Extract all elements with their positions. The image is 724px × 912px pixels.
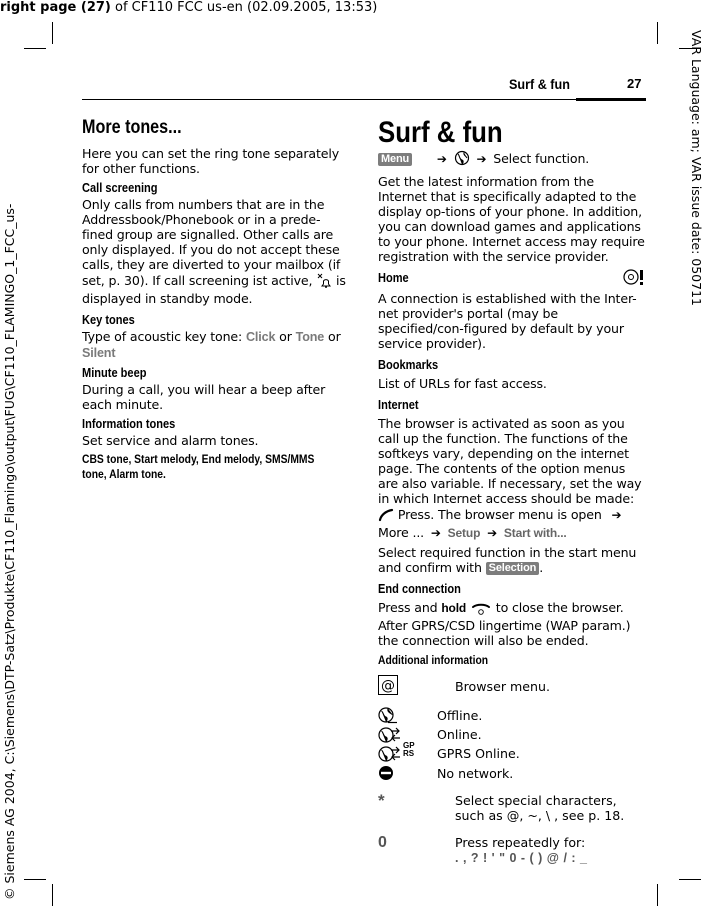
menu-softkey: Menu — [378, 153, 412, 166]
no-network-icon — [378, 764, 396, 785]
arrow-icon: ➔ — [436, 152, 447, 166]
globe-icon — [454, 150, 470, 169]
internet-steps — [378, 507, 646, 541]
no-network-text: No network. — [437, 766, 514, 781]
info-row-gprs-online — [378, 741, 646, 764]
gprs-label-bottom: RS — [403, 749, 415, 758]
info-row-star — [378, 793, 646, 835]
gprs-online-text: GPRS Online. — [437, 746, 520, 761]
option-click: Click — [245, 330, 276, 344]
offline-text: Offline. — [437, 708, 483, 723]
heading-bookmarks: Bookmarks — [378, 357, 439, 372]
heading-internet: Internet — [378, 397, 419, 412]
heading-information-tones: Information tones — [82, 416, 176, 431]
online-globe-icon — [378, 726, 402, 747]
browser-menu-text: Browser menu. — [455, 679, 551, 694]
page-number: 27 — [627, 76, 642, 91]
heading-key-tones: Key tones — [82, 312, 135, 327]
hold-emphasis: hold — [441, 601, 467, 615]
heading-minute-beep: Minute beep — [82, 365, 147, 380]
arrow-icon: ➔ — [430, 526, 441, 540]
online-text: Online. — [437, 727, 482, 742]
print-header-rest: of CF110 FCC us-en (02.09.2005, 13:53) — [110, 0, 378, 15]
side-language-info: VAR Language: am; VAR issue date: 050711 — [689, 30, 704, 306]
setup-label: Setup — [447, 526, 481, 540]
key-tones-or: or — [324, 329, 341, 344]
arrow-icon: ➔ — [487, 526, 498, 540]
option-tone: Tone — [295, 330, 325, 344]
surf-intro: Get the latest information from the Internet that is specifically adapted to the display op-tions of your phone. In addition, you can download games and applications to your phone. Internet access may require registration with the service provider. — [378, 174, 645, 264]
information-tones-text: Set service and alarm tones. — [82, 433, 259, 448]
bookmarks-text: List of URLs for fast access. — [378, 376, 547, 391]
crop-mark — [52, 22, 53, 44]
zero-text — [455, 835, 645, 866]
print-header — [0, 0, 377, 15]
call-screening-icon — [316, 272, 332, 291]
select-text-body: Select required function in the start menu and confirm with — [378, 545, 637, 575]
more-tones-intro: Here you can set the ring tone separately for other functions. — [82, 146, 339, 176]
heading-call-screening: Call screening — [82, 180, 158, 195]
zero-text-lead: Press repeatedly for: — [455, 835, 586, 850]
start-with-label: Start with... — [503, 526, 567, 540]
arrow-icon: ➔ — [611, 508, 622, 522]
more-text: More ... — [378, 525, 425, 540]
print-header-bold: right page (27) — [0, 0, 111, 15]
minute-beep-text: During a call, you will hear a beep after each minute. — [82, 382, 326, 412]
crop-mark — [679, 879, 701, 880]
select-text-period: . — [539, 560, 544, 575]
call-key-icon — [378, 508, 394, 525]
heading-end-connection: End connection — [378, 581, 461, 596]
star-key: * — [378, 791, 385, 810]
home-key-icon — [622, 268, 646, 291]
select-text — [378, 545, 646, 575]
heading-home: Home — [378, 270, 409, 285]
header-rule-accent — [576, 98, 646, 101]
svg-text:@: @ — [381, 678, 395, 694]
home-text: A connection is established with the Inter-net provider's portal (may be specified/con-figured by default by your service provider). — [378, 291, 637, 351]
left-column — [82, 116, 350, 482]
end-connection-text — [378, 600, 646, 648]
running-title: Surf & fun — [509, 76, 570, 92]
star-text: Select special characters, such as @, ~, \ , see p. 18. — [455, 793, 625, 823]
end-text-lead: Press and — [378, 600, 442, 615]
menu-path — [378, 150, 646, 169]
call-screening-text — [82, 197, 350, 306]
info-row-no-network — [378, 764, 646, 785]
crop-mark — [24, 48, 46, 49]
right-column — [378, 116, 646, 869]
arrow-icon: ➔ — [476, 152, 487, 166]
crop-mark — [52, 884, 53, 906]
offline-globe-icon — [378, 707, 400, 728]
side-copyright-path: © Siemens AG 2004, C:\Siemens\DTP-Satz\Produkte\CF110_Flamingo\output\FUG\CF110_FLAMINGO_1_FCC_us- — [2, 203, 17, 900]
section-title-more-tones: More tones... — [82, 117, 182, 138]
selection-softkey: Selection — [486, 562, 540, 575]
crop-mark — [657, 22, 658, 44]
option-silent: Silent — [82, 346, 116, 360]
zero-key: 0 — [378, 834, 387, 851]
internet-text: The browser is activated as soon as you call up the function. The functions of the softkeys vary, depending on the internet page. The contents of the option menus are also variable. If necessary, set the way in which Internet access should be made: — [378, 416, 642, 506]
key-tones-text — [82, 329, 350, 361]
heading-additional-info: Additional information — [378, 653, 489, 667]
info-row-browser-menu — [378, 675, 646, 705]
select-function-text: Select function. — [493, 151, 590, 166]
header-rule — [82, 99, 646, 100]
crop-mark — [24, 879, 46, 880]
key-tones-or: or — [275, 329, 296, 344]
info-row-zero — [378, 835, 646, 869]
key-tones-text-lead: Type of acoustic key tone: — [82, 329, 246, 344]
call-screening-body: Only calls from numbers that are in the Addressbook/Phonebook or in a prede-fined group are signalled. Other calls are only displayed. If you do not accept these calls, they are diverted to your mailbox (if set, p. 30). If call screening ist active, — [82, 197, 341, 288]
info-row-offline — [378, 707, 646, 726]
end-key-icon — [470, 603, 492, 618]
at-key-icon — [378, 675, 398, 698]
heading-cbs-tone: CBS tone, Start melody, End melody, SMS/MMS tone, Alarm tone. — [82, 452, 315, 481]
zero-chars: . , ? ! ' " 0 - ( ) @ / : _ — [455, 851, 588, 865]
crop-mark — [657, 884, 658, 906]
call-screening-tail: is displayed in standby mode. — [82, 273, 346, 306]
info-row-online — [378, 726, 646, 745]
gprs-label-top: GP — [403, 741, 415, 750]
end-text-tail: to close the browser. After GPRS/CSD lingertime (WAP param.) the connection will also be ended. — [378, 600, 631, 648]
press-text: Press. The browser menu is open — [397, 507, 602, 522]
section-title-surf-fun: Surf & fun — [378, 116, 503, 149]
